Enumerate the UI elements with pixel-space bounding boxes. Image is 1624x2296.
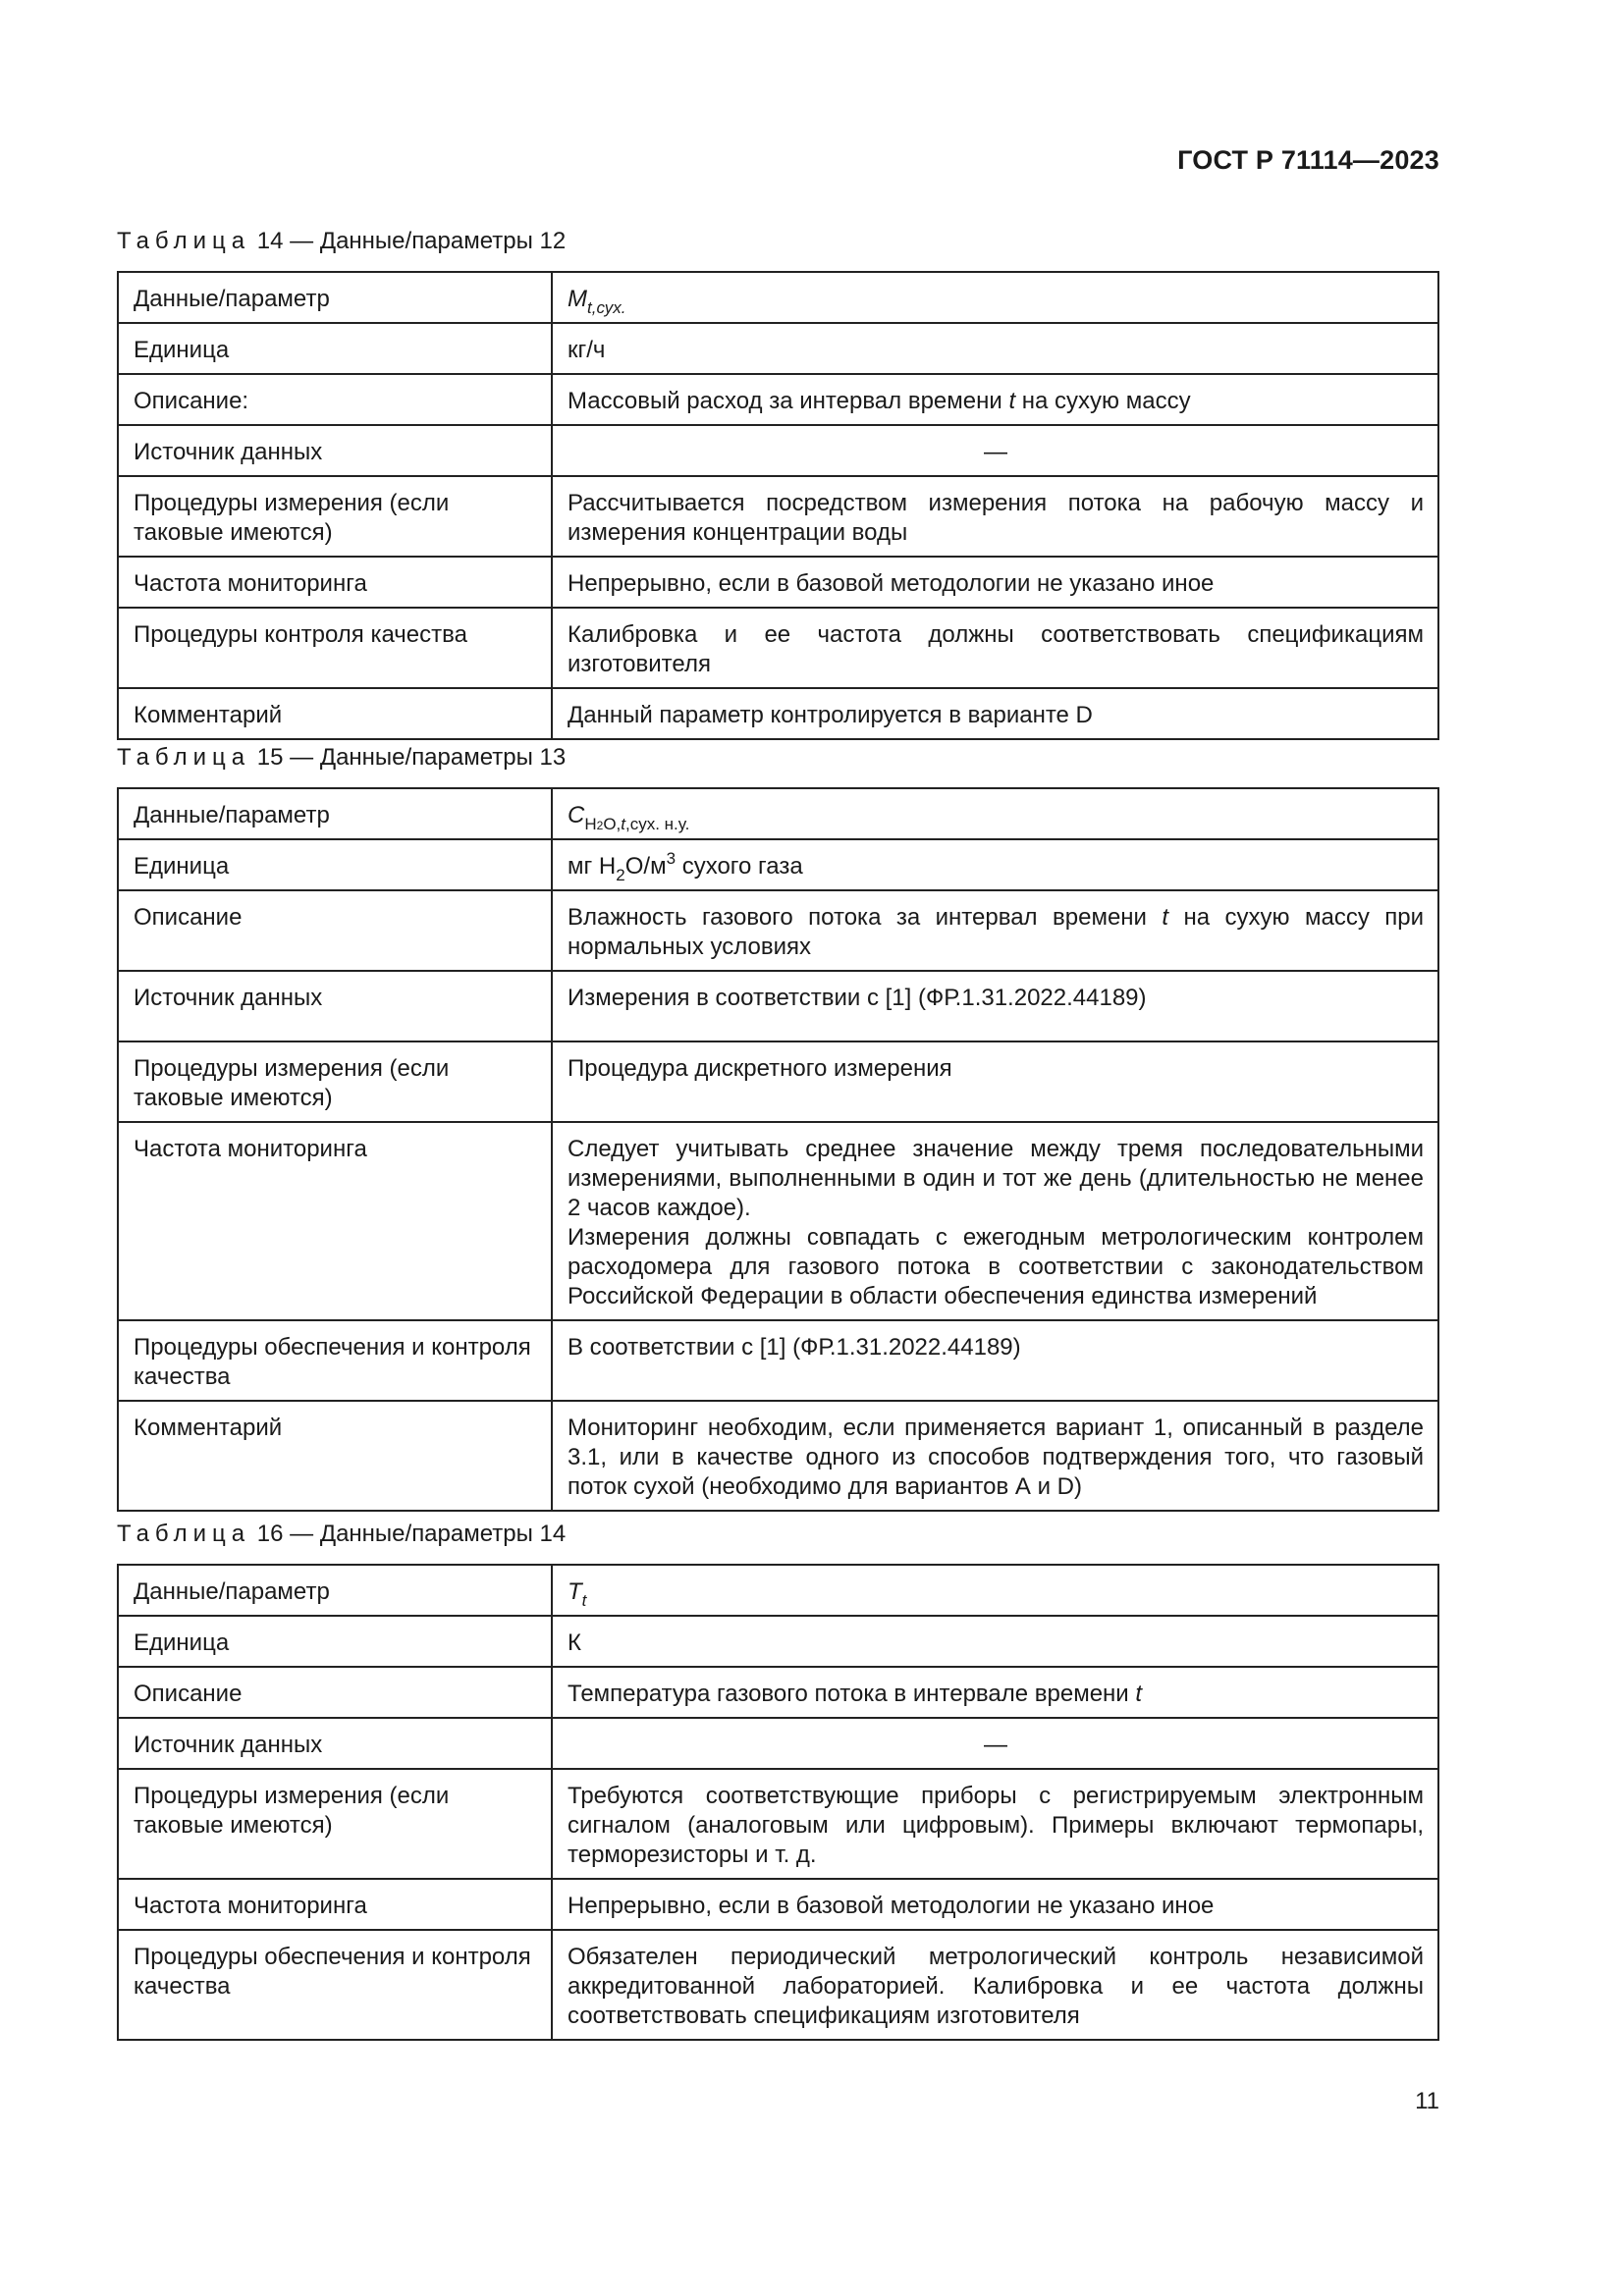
param-label: Источник данных: [118, 425, 552, 476]
param-label: Частота мониторинга: [118, 1122, 552, 1320]
value-variable: t: [1135, 1681, 1143, 1707]
value-variable: t: [1162, 904, 1169, 931]
caption-text: 14 — Данные/параметры 12: [256, 228, 567, 254]
unit-subscript: 2: [616, 866, 625, 884]
param-label: Процедуры измерения (если таковые имеются): [118, 476, 552, 557]
param-value: [552, 890, 1438, 971]
table-row: [118, 1879, 1438, 1930]
table-row: [118, 323, 1438, 374]
value-variable: t: [1008, 388, 1016, 414]
symbol-sub-text: H: [584, 815, 597, 833]
param-label: Описание: [118, 1667, 552, 1718]
param-label: Единица: [118, 839, 552, 890]
table-15: [117, 787, 1439, 1512]
symbol-subscript: [587, 298, 625, 317]
param-label: Частота мониторинга: [118, 1879, 552, 1930]
param-value: Процедура дискретного измерения: [552, 1041, 1438, 1122]
param-value: Рассчитывается посредством измерения потока на рабочую массу и измерения концентрации воды: [552, 476, 1438, 557]
table-16-caption: [117, 1520, 566, 1549]
param-unit: [552, 839, 1438, 890]
symbol-sub-text: t: [621, 815, 625, 833]
table-row: [118, 1401, 1438, 1511]
param-label: Описание:: [118, 374, 552, 425]
table-row: [118, 890, 1438, 971]
symbol-main: C: [568, 802, 585, 828]
table-row: [118, 272, 1438, 323]
unit-text: O/м: [624, 853, 667, 880]
value-paragraph: Следует учитывать среднее значение между тремя последовательными измерениями, выполненными в один и тот же день (длительностью не менее 2 часов каждое).: [568, 1136, 1424, 1221]
table-14-caption: [117, 227, 566, 256]
param-label: Комментарий: [118, 1401, 552, 1511]
table-16: [117, 1564, 1439, 2041]
table-row: [118, 1930, 1438, 2040]
param-label: Процедуры измерения (если таковые имеются): [118, 1041, 552, 1122]
table-row: [118, 1320, 1438, 1401]
param-label: Частота мониторинга: [118, 557, 552, 608]
param-label: Процедуры измерения (если таковые имеются): [118, 1769, 552, 1879]
param-label: Процедуры обеспечения и контроля качества: [118, 1930, 552, 2040]
param-value: Данный параметр контролируется в варианте D: [552, 688, 1438, 739]
value-text: Температура газового потока в интервале времени: [568, 1681, 1136, 1707]
table-row: [118, 1718, 1438, 1769]
param-label: Данные/параметр: [118, 788, 552, 839]
table-row: [118, 839, 1438, 890]
table-row: [118, 788, 1438, 839]
param-value: Мониторинг необходим, если применяется вариант 1, описанный в разделе 3.1, или в качестве одного из способов подтверждения того, что газовый поток сухой (необходимо для вариантов А и D): [552, 1401, 1438, 1511]
table-row: [118, 1122, 1438, 1320]
table-row: [118, 374, 1438, 425]
param-label: Данные/параметр: [118, 272, 552, 323]
table-row: [118, 1667, 1438, 1718]
value-paragraph: Измерения должны совпадать с ежегодным метрологическим контролем расходомера для газового потока в соответствии с законодательством Российской Федерации в области обеспечения единства измерений: [568, 1224, 1424, 1309]
table-row: [118, 1041, 1438, 1122]
table-row: [118, 425, 1438, 476]
unit-superscript: 3: [666, 849, 677, 868]
table-row: [118, 1565, 1438, 1616]
table-row: [118, 557, 1438, 608]
table-row: [118, 1769, 1438, 1879]
symbol-sub-text: ,сух. н.у.: [625, 815, 690, 833]
table-row: [118, 1616, 1438, 1667]
symbol-sub-text: 2: [596, 819, 604, 832]
value-text: на сухую массу: [1015, 388, 1191, 414]
symbol-subscript: [584, 815, 689, 833]
param-label: Процедуры обеспечения и контроля качества: [118, 1320, 552, 1401]
symbol-main: T: [568, 1578, 582, 1605]
unit-text: мг H: [568, 853, 617, 880]
value-text: Массовый расход за интервал времени: [568, 388, 1009, 414]
param-label: Источник данных: [118, 1718, 552, 1769]
table-14: [117, 271, 1439, 740]
table-15-caption: [117, 743, 566, 773]
unit-text: сухого газа: [676, 853, 803, 880]
param-value: [552, 374, 1438, 425]
param-value: кг/ч: [552, 323, 1438, 374]
symbol-main: M: [568, 286, 587, 312]
table-row: [118, 476, 1438, 557]
param-value: Требуются соответствующие приборы с регистрируемым электронным сигналом (аналоговым или цифровым). Примеры включают термопары, терморезисторы и т. д.: [552, 1769, 1438, 1879]
param-value: —: [552, 425, 1438, 476]
param-symbol: [552, 1565, 1438, 1616]
param-label: Данные/параметр: [118, 1565, 552, 1616]
param-value: [552, 1122, 1438, 1320]
symbol-sub-text: O,: [603, 815, 622, 833]
value-text: Влажность газового потока за интервал времени: [568, 904, 1163, 931]
caption-text: 16 — Данные/параметры 14: [256, 1521, 567, 1547]
symbol-sub-text: t,сух.: [587, 298, 626, 317]
param-value: Непрерывно, если в базовой методологии не указано иное: [552, 1879, 1438, 1930]
caption-word: Таблица: [117, 744, 251, 771]
caption-word: Таблица: [117, 228, 251, 254]
caption-text: 15 — Данные/параметры 13: [256, 744, 567, 771]
param-value: Измерения в соответствии с [1] (ФР.1.31.2022.44189): [552, 971, 1438, 1041]
param-value: Калибровка и ее частота должны соответствовать спецификациям изготовителя: [552, 608, 1438, 688]
param-label: Процедуры контроля качества: [118, 608, 552, 688]
param-value: —: [552, 1718, 1438, 1769]
param-value: [552, 1667, 1438, 1718]
param-label: Источник данных: [118, 971, 552, 1041]
param-label: Единица: [118, 1616, 552, 1667]
table-row: [118, 971, 1438, 1041]
param-label: Комментарий: [118, 688, 552, 739]
param-label: Описание: [118, 890, 552, 971]
value-text: на сухую массу при нормальных условиях: [568, 904, 1424, 960]
table-row: [118, 688, 1438, 739]
table-row: [118, 608, 1438, 688]
param-label: Единица: [118, 323, 552, 374]
document-code: ГОСТ Р 71114—2023: [1177, 145, 1439, 175]
param-value: Обязателен периодический метрологический контроль независимой аккредитованной лабораторией. Калибровка и ее частота должны соответствовать спецификациям изготовителя: [552, 1930, 1438, 2040]
symbol-subscript: t: [581, 1591, 587, 1610]
param-symbol: [552, 272, 1438, 323]
param-value: Непрерывно, если в базовой методологии не указано иное: [552, 557, 1438, 608]
param-symbol: [552, 788, 1438, 839]
param-value: К: [552, 1616, 1438, 1667]
page-number: 11: [1415, 2088, 1439, 2114]
param-value: В соответствии с [1] (ФР.1.31.2022.44189): [552, 1320, 1438, 1401]
caption-word: Таблица: [117, 1521, 251, 1547]
